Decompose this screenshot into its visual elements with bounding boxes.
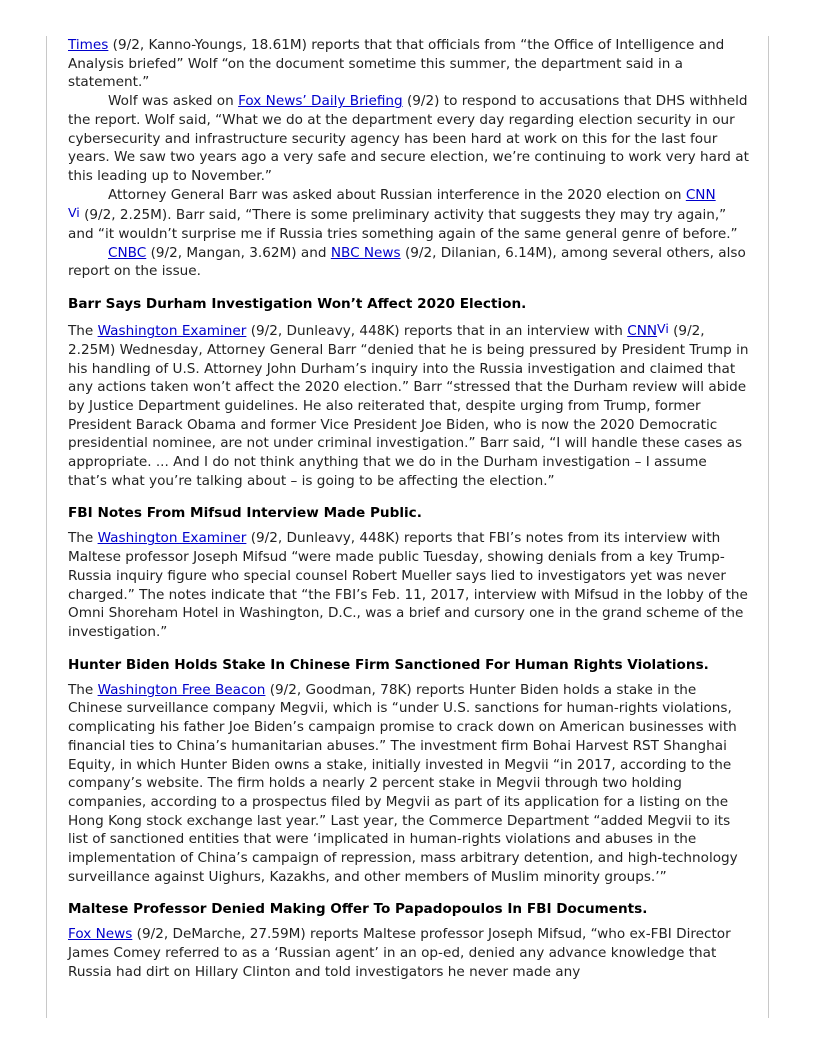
intro-paragraph-4-text: (9/2, Dilanian, 6.14M), among several others, also report on the issue.: [68, 244, 746, 280]
intro-paragraph-2-text: (9/2) to respond to accusations that DHS withheld the report. Wolf said, “What we do at the department every day regarding election security in our cybersecurity and infrastructure security agency has been hard at work on this for the last four years. We saw two years ago a very safe and secure election, we’re continuing to work very hard at this leading up to November.”: [68, 93, 749, 184]
article-text: (9/2, 2.25M) Wednesday, Attorney General Barr “denied that he is being pressured by President Trump in his handling of U.S. Attorney John Durham’s inquiry into the Russia investigation and claimed that any actions taken won’t affect the 2020 election.” Barr “stressed that the Durham review will abide by Justice Department guidelines. He also reiterated that, despite urging from Trump, former President Barack Obama and former Vice President Joe Biden, who is now the 2020 Democratic presidential nominee, are not under criminal investigation.” Barr said, “I will handle these cases as appropriate. ... And I do not think anything that we do in the Durham investigation – I assume that’s what you’re talking about – is going to be affecting the election.”: [68, 323, 749, 489]
intro-paragraph-3-lead: Attorney General Barr was asked about Russian interference in the 2020 election on: [108, 186, 686, 203]
article-text: (9/2, Goodman, 78K) reports Hunter Biden holds a stake in the Chinese surveillance company Megvii, which is “under U.S. sanctions for human-rights violations, complicating his father Joe Biden’s campaign promise to crack down on American businesses with financial ties to China’s humanitarian abuses.” The investment firm Bohai Harvest RST Shanghai Equity, in which Hunter Biden owns a stake, initially invested in Megvii “in 2017, according to the company’s website. The firm holds a nearly 2 percent stake in Megvii through two holding companies, according to a prospectus filed by Megvii as part of its application for a listing on the Hong Kong stock exchange last year.” Last year, the Commerce Department “added Megvii to its list of sanctioned entities that were ‘implicated in human-rights violations and abuses in the implementation of China’s campaign of repression, mass arbitrary detention, and high-technology surveillance against Uighurs, Kazakhs, and other members of Muslim minority groups.’”: [68, 681, 738, 885]
cnbc-link[interactable]: CNBC: [108, 244, 147, 261]
article-body-barr-durham: [68, 320, 750, 490]
intro-paragraph-3-text: (9/2, 2.25M). Barr said, “There is some preliminary activity that suggests they may try again,” and “it wouldn’t surprise me if Russia tries something again of the same general genre of before.”: [68, 207, 738, 243]
washington-free-beacon-link[interactable]: Washington Free Beacon: [97, 681, 266, 698]
intro-paragraph-3: [68, 186, 750, 244]
nbc-news-link[interactable]: NBC News: [330, 244, 401, 261]
washington-examiner-link[interactable]: Washington Examiner: [97, 323, 247, 340]
intro-paragraph-4-mid: (9/2, Mangan, 3.62M) and: [146, 244, 331, 261]
video-indicator-icon[interactable]: Vi: [68, 205, 80, 221]
intro-paragraph-4: [68, 244, 750, 281]
article-headline-barr-durham: Barr Says Durham Investigation Won’t Affect 2020 Election.: [68, 296, 527, 313]
left-margin-rule: [46, 36, 47, 1018]
fox-news-link[interactable]: Fox News: [68, 926, 133, 943]
article-lead: The: [68, 681, 98, 698]
document-page: [68, 36, 750, 982]
article-lead: The: [68, 530, 98, 547]
article-headline-mifsud-notes: FBI Notes From Mifsud Interview Made Public.: [68, 505, 422, 522]
article-headline-hunter-biden: Hunter Biden Holds Stake In Chinese Firm Sanctioned For Human Rights Violations.: [68, 656, 709, 673]
article-mid: (9/2, Dunleavy, 448K) reports that in an interview with: [246, 323, 628, 340]
fox-news-daily-briefing-link[interactable]: Fox News’ Daily Briefing: [238, 93, 403, 110]
article-headline-maltese-professor: Maltese Professor Denied Making Offer To Papadopoulos In FBI Documents.: [68, 901, 648, 918]
cnn-link[interactable]: CNN: [627, 323, 658, 340]
article-text: (9/2, DeMarche, 27.59M) reports Maltese professor Joseph Mifsud, “who ex-FBI Director James Comey referred to as a ‘Russian agent’ in an op-ed, denied any advance knowledge that Russia had dirt on Hillary Clinton and told investigators he never made any: [68, 926, 731, 980]
article-lead: The: [68, 323, 98, 340]
cnn-link[interactable]: CNN: [685, 186, 716, 203]
right-margin-rule: [768, 36, 769, 1018]
intro-paragraph-1: [68, 36, 750, 92]
article-body-hunter-biden: [68, 681, 750, 887]
intro-paragraph-2: [68, 92, 750, 186]
intro-paragraph-2-lead: Wolf was asked on: [108, 93, 239, 110]
article-body-maltese-professor: [68, 925, 750, 981]
article-body-mifsud-notes: [68, 529, 750, 641]
washington-examiner-link[interactable]: Washington Examiner: [97, 530, 247, 547]
article-text: (9/2, Dunleavy, 448K) reports that FBI’s notes from its interview with Maltese professor Joseph Mifsud “were made public Tuesday, showing denials from a key Trump-Russia inquiry figure who special counsel Robert Mueller says lied to investigators yet was never charged.” The notes indicate that “the FBI’s Feb. 11, 2017, interview with Mifsud in the lobby of the Omni Shoreham Hotel in Washington, D.C., was a brief and cursory one in the grand scheme of the investigation.”: [68, 530, 748, 640]
video-indicator-icon[interactable]: Vi: [657, 321, 669, 337]
times-link[interactable]: Times: [68, 37, 109, 53]
intro-paragraph-1-text: (9/2, Kanno-Youngs, 18.61M) reports that that officials from “the Office of Intelligence and Analysis briefed” Wolf “on the document sometime this summer, the department said in a statement.”: [68, 37, 725, 91]
